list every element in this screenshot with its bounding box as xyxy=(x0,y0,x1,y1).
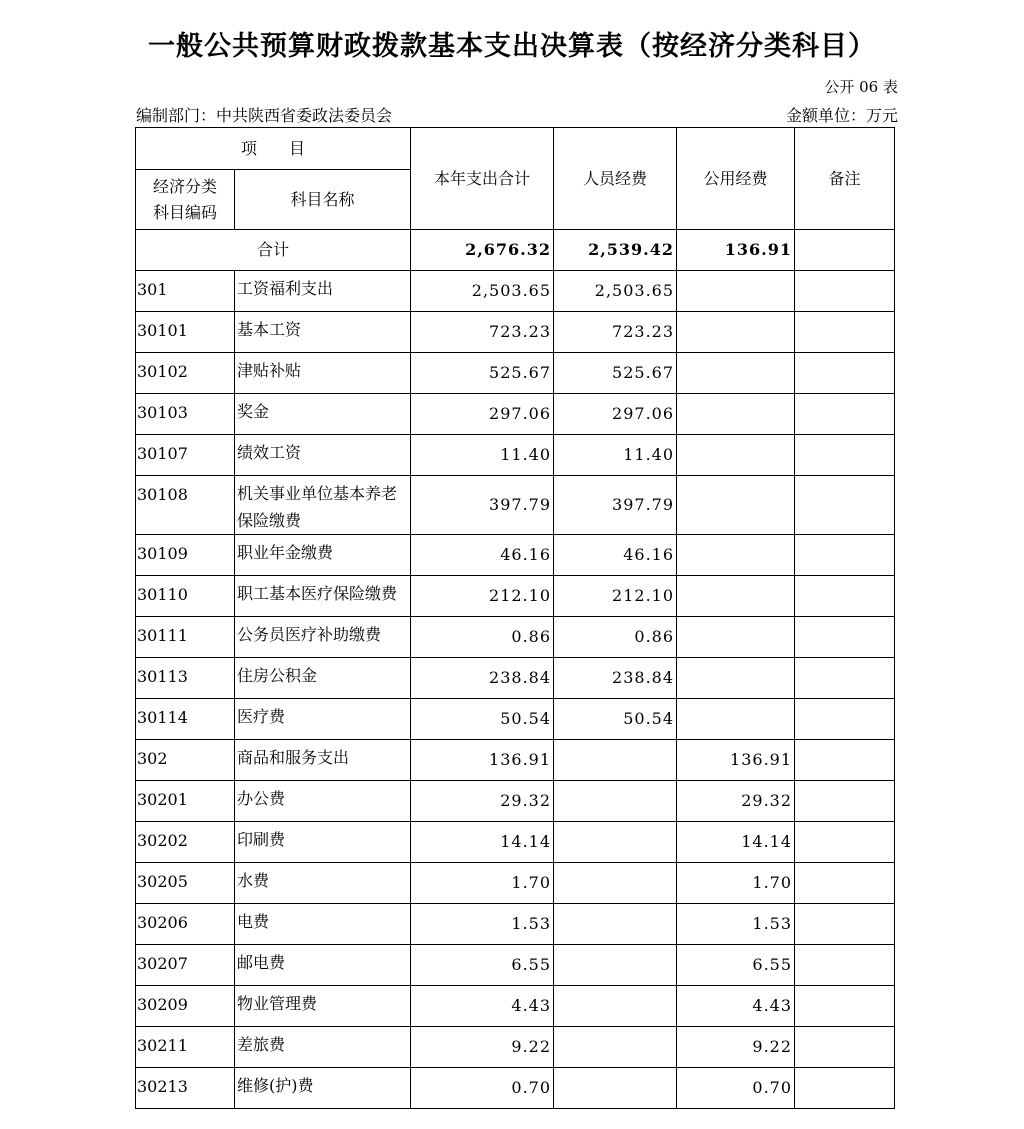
row-public: 1.70 xyxy=(677,863,795,904)
row-remark xyxy=(795,576,895,617)
row-name: 物业管理费 xyxy=(235,986,411,1027)
row-personnel: 297.06 xyxy=(554,394,677,435)
total-remark xyxy=(795,230,895,271)
row-total: 14.14 xyxy=(411,822,554,863)
row-public: 29.32 xyxy=(677,781,795,822)
row-name: 维修(护)费 xyxy=(235,1068,411,1109)
table-row xyxy=(136,986,895,1027)
row-personnel: 46.16 xyxy=(554,535,677,576)
row-code: 30205 xyxy=(136,863,235,904)
row-total: 136.91 xyxy=(411,740,554,781)
row-total: 50.54 xyxy=(411,699,554,740)
row-remark xyxy=(795,476,895,535)
header-code-line2: 科目编码 xyxy=(152,202,217,222)
row-remark xyxy=(795,986,895,1027)
row-code: 30209 xyxy=(136,986,235,1027)
total-personnel: 2,539.42 xyxy=(554,230,677,271)
header-code xyxy=(136,170,235,230)
row-public xyxy=(677,435,795,476)
table-row xyxy=(136,822,895,863)
table-row xyxy=(136,945,895,986)
row-personnel: 212.10 xyxy=(554,576,677,617)
row-public xyxy=(677,617,795,658)
row-code: 30107 xyxy=(136,435,235,476)
table-row xyxy=(136,394,895,435)
row-public: 14.14 xyxy=(677,822,795,863)
row-code: 30109 xyxy=(136,535,235,576)
row-code: 30201 xyxy=(136,781,235,822)
header-personnel: 人员经费 xyxy=(554,128,677,230)
row-name: 电费 xyxy=(235,904,411,945)
row-remark xyxy=(795,863,895,904)
amount-unit: 金额单位：万元 xyxy=(785,106,898,125)
row-public xyxy=(677,353,795,394)
header-name: 科目名称 xyxy=(235,170,411,230)
row-code: 30111 xyxy=(136,617,235,658)
row-public xyxy=(677,576,795,617)
row-public xyxy=(677,476,795,535)
row-public: 6.55 xyxy=(677,945,795,986)
table-row xyxy=(136,576,895,617)
row-personnel xyxy=(554,863,677,904)
row-total: 6.55 xyxy=(411,945,554,986)
form-number: 公开 06 表 xyxy=(824,78,898,96)
page-title: 一般公共预算财政拨款基本支出决算表（按经济分类科目） xyxy=(148,31,876,62)
row-personnel xyxy=(554,740,677,781)
row-remark xyxy=(795,435,895,476)
row-name: 津贴补贴 xyxy=(235,353,411,394)
total-amount: 2,676.32 xyxy=(411,230,554,271)
row-remark xyxy=(795,617,895,658)
row-total: 1.70 xyxy=(411,863,554,904)
row-remark xyxy=(795,353,895,394)
table-row xyxy=(136,781,895,822)
row-remark xyxy=(795,945,895,986)
row-remark xyxy=(795,535,895,576)
row-remark xyxy=(795,271,895,312)
row-public: 136.91 xyxy=(677,740,795,781)
row-code: 30207 xyxy=(136,945,235,986)
row-code: 302 xyxy=(136,740,235,781)
row-name: 绩效工资 xyxy=(235,435,411,476)
row-name: 差旅费 xyxy=(235,1027,411,1068)
table-row xyxy=(136,435,895,476)
row-code: 30114 xyxy=(136,699,235,740)
row-public xyxy=(677,535,795,576)
row-personnel xyxy=(554,822,677,863)
row-total: 4.43 xyxy=(411,986,554,1027)
row-code: 30113 xyxy=(136,658,235,699)
row-name: 商品和服务支出 xyxy=(235,740,411,781)
row-personnel xyxy=(554,945,677,986)
row-personnel xyxy=(554,1027,677,1068)
row-code: 30110 xyxy=(136,576,235,617)
row-public: 4.43 xyxy=(677,986,795,1027)
row-name: 机关事业单位基本养老保险缴费 xyxy=(235,476,411,535)
total-row xyxy=(136,230,895,271)
row-remark xyxy=(795,699,895,740)
header-row-1 xyxy=(136,128,895,170)
row-remark xyxy=(795,1068,895,1109)
row-name: 住房公积金 xyxy=(235,658,411,699)
header-code-line1: 经济分类 xyxy=(152,176,217,196)
row-total: 238.84 xyxy=(411,658,554,699)
header-remark: 备注 xyxy=(795,128,895,230)
row-code: 30102 xyxy=(136,353,235,394)
row-total: 2,503.65 xyxy=(411,271,554,312)
row-remark xyxy=(795,1027,895,1068)
row-personnel: 397.79 xyxy=(554,476,677,535)
row-remark xyxy=(795,904,895,945)
row-total: 11.40 xyxy=(411,435,554,476)
row-code: 30103 xyxy=(136,394,235,435)
row-code: 30206 xyxy=(136,904,235,945)
row-total: 525.67 xyxy=(411,353,554,394)
row-name: 印刷费 xyxy=(235,822,411,863)
row-total: 397.79 xyxy=(411,476,554,535)
row-total: 1.53 xyxy=(411,904,554,945)
row-remark xyxy=(795,822,895,863)
row-code: 30101 xyxy=(136,312,235,353)
row-name: 医疗费 xyxy=(235,699,411,740)
table-row xyxy=(136,1027,895,1068)
table-row xyxy=(136,353,895,394)
row-code: 30213 xyxy=(136,1068,235,1109)
header-public: 公用经费 xyxy=(677,128,795,230)
row-personnel xyxy=(554,1068,677,1109)
row-personnel xyxy=(554,781,677,822)
compiling-department: 编制部门：中共陕西省委政法委员会 xyxy=(136,106,393,125)
table-row xyxy=(136,535,895,576)
row-personnel xyxy=(554,986,677,1027)
row-public xyxy=(677,271,795,312)
row-total: 9.22 xyxy=(411,1027,554,1068)
total-public: 136.91 xyxy=(677,230,795,271)
row-code: 30108 xyxy=(136,476,235,535)
table-row xyxy=(136,740,895,781)
row-personnel: 11.40 xyxy=(554,435,677,476)
table-row xyxy=(136,617,895,658)
row-name: 邮电费 xyxy=(235,945,411,986)
total-label: 合计 xyxy=(136,230,411,271)
table-row xyxy=(136,271,895,312)
row-personnel: 2,503.65 xyxy=(554,271,677,312)
row-personnel: 238.84 xyxy=(554,658,677,699)
header-item: 项 目 xyxy=(136,128,411,170)
row-name: 公务员医疗补助缴费 xyxy=(235,617,411,658)
table-row xyxy=(136,699,895,740)
table-row xyxy=(136,312,895,353)
row-personnel: 525.67 xyxy=(554,353,677,394)
table-row xyxy=(136,658,895,699)
row-total: 46.16 xyxy=(411,535,554,576)
row-public: 9.22 xyxy=(677,1027,795,1068)
row-total: 212.10 xyxy=(411,576,554,617)
row-personnel xyxy=(554,904,677,945)
row-code: 301 xyxy=(136,271,235,312)
row-total: 723.23 xyxy=(411,312,554,353)
row-total: 297.06 xyxy=(411,394,554,435)
row-remark xyxy=(795,394,895,435)
row-name: 水费 xyxy=(235,863,411,904)
expenditure-table xyxy=(135,127,895,1109)
row-public xyxy=(677,394,795,435)
table-row xyxy=(136,904,895,945)
row-total: 0.70 xyxy=(411,1068,554,1109)
row-name: 奖金 xyxy=(235,394,411,435)
table-row xyxy=(136,1068,895,1109)
row-personnel: 50.54 xyxy=(554,699,677,740)
row-public xyxy=(677,312,795,353)
row-remark xyxy=(795,781,895,822)
row-total: 0.86 xyxy=(411,617,554,658)
table-row xyxy=(136,476,895,535)
row-personnel: 723.23 xyxy=(554,312,677,353)
row-name: 办公费 xyxy=(235,781,411,822)
row-name: 工资福利支出 xyxy=(235,271,411,312)
row-code: 30211 xyxy=(136,1027,235,1068)
row-remark xyxy=(795,312,895,353)
row-code: 30202 xyxy=(136,822,235,863)
row-public xyxy=(677,658,795,699)
row-total: 29.32 xyxy=(411,781,554,822)
row-name: 职工基本医疗保险缴费 xyxy=(235,576,411,617)
row-personnel: 0.86 xyxy=(554,617,677,658)
row-name: 基本工资 xyxy=(235,312,411,353)
row-remark xyxy=(795,658,895,699)
row-name: 职业年金缴费 xyxy=(235,535,411,576)
header-total: 本年支出合计 xyxy=(411,128,554,230)
table-row xyxy=(136,863,895,904)
row-public xyxy=(677,699,795,740)
row-remark xyxy=(795,740,895,781)
row-public: 0.70 xyxy=(677,1068,795,1109)
row-public: 1.53 xyxy=(677,904,795,945)
